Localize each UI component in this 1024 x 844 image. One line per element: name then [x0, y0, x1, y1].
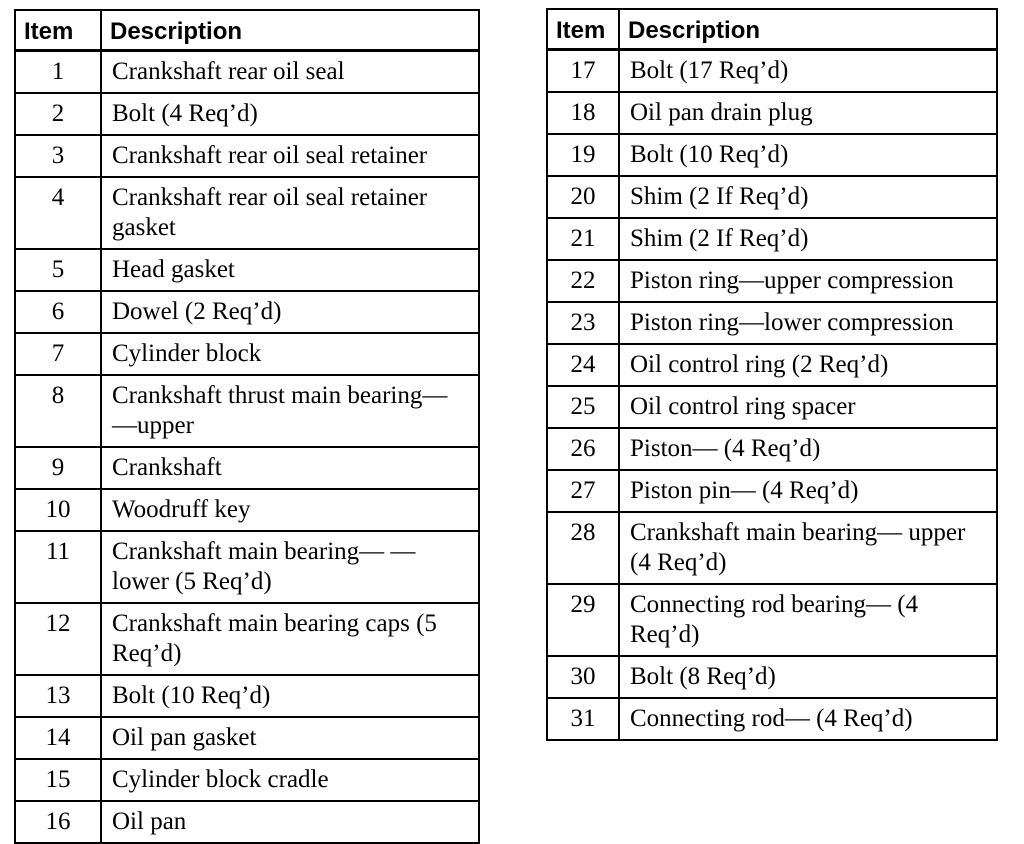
item-number: 8 [15, 375, 101, 447]
item-description: Bolt (10 Req’d) [101, 675, 479, 717]
table-row [15, 675, 479, 717]
item-number: 25 [547, 386, 619, 428]
item-description: Connecting rod bearing— (4 Req’d) [619, 584, 997, 656]
item-description: Oil pan gasket [101, 717, 479, 759]
item-number: 18 [547, 92, 619, 134]
item-description: Cylinder block cradle [101, 759, 479, 801]
item-description: Piston ring—lower compression [619, 302, 997, 344]
item-number: 15 [15, 759, 101, 801]
item-number: 2 [15, 93, 101, 135]
item-description: Bolt (8 Req’d) [619, 656, 997, 698]
item-description: Crankshaft rear oil seal [101, 50, 479, 93]
table-row [547, 302, 997, 344]
table-row [15, 93, 479, 135]
item-number: 3 [15, 135, 101, 177]
item-number: 31 [547, 698, 619, 740]
item-description: Crankshaft rear oil seal retainer gasket [101, 177, 479, 249]
table-row [547, 134, 997, 176]
item-number: 11 [15, 531, 101, 603]
table-row [15, 447, 479, 489]
item-number: 24 [547, 344, 619, 386]
item-number: 28 [547, 512, 619, 584]
item-number: 5 [15, 249, 101, 291]
item-description: Piston ring—upper compression [619, 260, 997, 302]
item-description: Shim (2 If Req’d) [619, 218, 997, 260]
table-row [15, 489, 479, 531]
item-number: 20 [547, 176, 619, 218]
item-description: Crankshaft rear oil seal retainer [101, 135, 479, 177]
table-row [15, 531, 479, 603]
table-row [547, 698, 997, 740]
item-number: 14 [15, 717, 101, 759]
parts-table-left [14, 9, 480, 844]
table-row [547, 512, 997, 584]
item-description: Bolt (4 Req’d) [101, 93, 479, 135]
table-row [547, 176, 997, 218]
item-number: 6 [15, 291, 101, 333]
description-column-header: Description [101, 10, 479, 50]
table-row [547, 218, 997, 260]
item-column-header: Item [547, 9, 619, 49]
item-description: Piston pin— (4 Req’d) [619, 470, 997, 512]
item-number: 13 [15, 675, 101, 717]
header-row [15, 10, 479, 50]
table-row [15, 717, 479, 759]
table-row [15, 291, 479, 333]
item-description: Oil control ring spacer [619, 386, 997, 428]
item-number: 10 [15, 489, 101, 531]
item-number: 27 [547, 470, 619, 512]
item-number: 4 [15, 177, 101, 249]
item-description: Bolt (17 Req’d) [619, 49, 997, 92]
table-row [15, 759, 479, 801]
item-description: Cylinder block [101, 333, 479, 375]
item-number: 21 [547, 218, 619, 260]
item-description: Bolt (10 Req’d) [619, 134, 997, 176]
item-description: Dowel (2 Req’d) [101, 291, 479, 333]
item-description: Oil pan drain plug [619, 92, 997, 134]
item-description: Oil control ring (2 Req’d) [619, 344, 997, 386]
item-description: Connecting rod— (4 Req’d) [619, 698, 997, 740]
item-number: 1 [15, 50, 101, 93]
item-number: 29 [547, 584, 619, 656]
table-row [547, 656, 997, 698]
table-row [547, 344, 997, 386]
item-number: 26 [547, 428, 619, 470]
item-description: Crankshaft main bearing— —lower (5 Req’d) [101, 531, 479, 603]
table-row [15, 249, 479, 291]
item-number: 16 [15, 801, 101, 843]
table-row [15, 603, 479, 675]
item-description: Crankshaft thrust main bearing— —upper [101, 375, 479, 447]
table-row [15, 801, 479, 843]
table-row [547, 260, 997, 302]
item-number: 30 [547, 656, 619, 698]
table-row [547, 470, 997, 512]
table-row [547, 386, 997, 428]
item-number: 17 [547, 49, 619, 92]
item-description: Crankshaft main bearing caps (5 Req’d) [101, 603, 479, 675]
table-row [15, 333, 479, 375]
header-row [547, 9, 997, 49]
item-number: 23 [547, 302, 619, 344]
item-description: Oil pan [101, 801, 479, 843]
table-row [547, 584, 997, 656]
item-description: Head gasket [101, 249, 479, 291]
table-row [547, 92, 997, 134]
table-row [15, 135, 479, 177]
table-row [15, 177, 479, 249]
item-description: Crankshaft [101, 447, 479, 489]
item-number: 22 [547, 260, 619, 302]
table-row [547, 428, 997, 470]
table-row [15, 375, 479, 447]
item-description: Shim (2 If Req’d) [619, 176, 997, 218]
item-description: Crankshaft main bearing— upper (4 Req’d) [619, 512, 997, 584]
table-row [15, 50, 479, 93]
parts-table-right [546, 8, 998, 741]
item-number: 7 [15, 333, 101, 375]
item-column-header: Item [15, 10, 101, 50]
item-description: Piston— (4 Req’d) [619, 428, 997, 470]
item-description: Woodruff key [101, 489, 479, 531]
description-column-header: Description [619, 9, 997, 49]
table-row [547, 49, 997, 92]
item-number: 19 [547, 134, 619, 176]
item-number: 9 [15, 447, 101, 489]
item-number: 12 [15, 603, 101, 675]
